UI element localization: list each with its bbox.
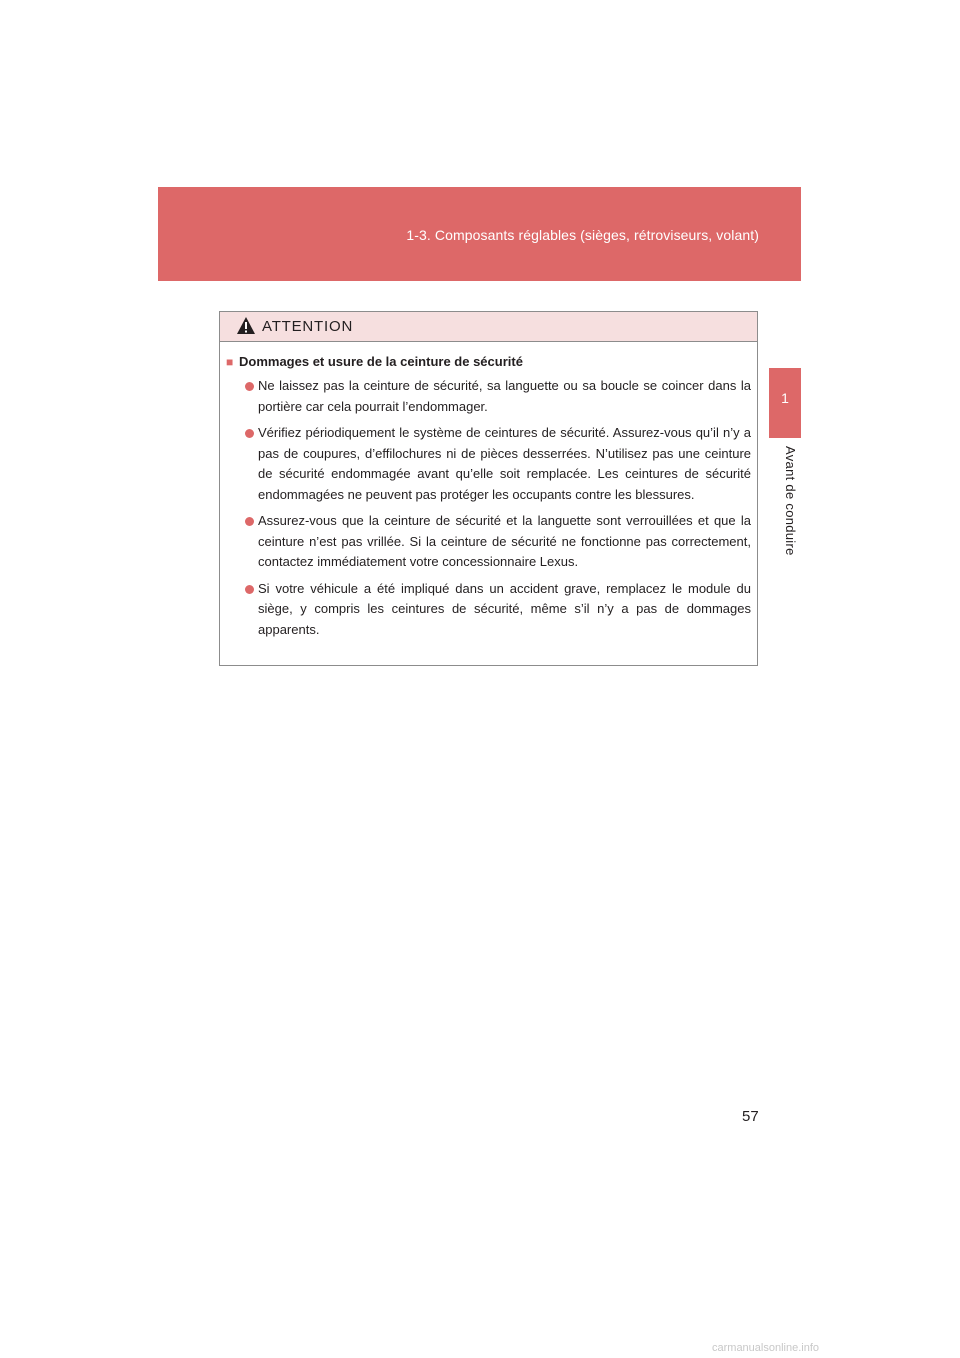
section-title: 1-3. Composants réglables (sièges, rétroviseurs, volant): [406, 227, 759, 243]
warning-box: [219, 311, 758, 666]
warning-topic-text: Dommages et usure de la ceinture de sécurité: [239, 354, 523, 369]
warning-bullet-text: Si votre véhicule a été impliqué dans un accident grave, remplacez le module du siège, y compris les ceintures de sécurité, même s’il n’y a pas de dommages apparents.: [258, 580, 751, 637]
square-bullet-icon: ■: [226, 355, 234, 369]
bullet-dot-icon: [245, 382, 254, 391]
header-band: [158, 187, 801, 281]
warning-bullet: [226, 376, 751, 417]
warning-bullet: [226, 511, 751, 573]
warning-bullet: [226, 579, 751, 641]
page-number: 57: [742, 1108, 759, 1125]
bullet-dot-icon: [245, 517, 254, 526]
footer-watermark[interactable]: carmanualsonline.info: [712, 1342, 820, 1354]
warning-bullet: [226, 423, 751, 505]
warning-bullet-text: Ne laissez pas la ceinture de sécurité, sa languette ou sa boucle se coincer dans la portière car cela pourrait l’endommager.: [258, 378, 751, 414]
warning-bullet-text: Vérifiez périodiquement le système de ceintures de sécurité. Assurez-vous qu’il n’y a pas de coupures, d’effilochures ni de pièces desserrées. N’utilisez pas une ceinture de sécurité endommagée avant qu’elle soit remplacée. Les ceintures de sécurité endommagées ne peuvent pas protéger les occupants contre les blessures.: [258, 425, 751, 502]
warning-bullet-text: Assurez-vous que la ceinture de sécurité et la languette sont verrouillées et que la ceinture n’est pas vrillée. Si la ceinture de sécurité ne fonctionne pas correctement, contactez immédiatement votre concessionnaire Lexus.: [258, 513, 751, 569]
chapter-label: Avant de conduire: [783, 446, 798, 556]
bullet-dot-icon: [245, 429, 254, 438]
chapter-number: 1: [781, 390, 789, 406]
warning-title: ATTENTION: [262, 318, 354, 335]
warning-header: [220, 312, 757, 342]
warning-body: [220, 342, 757, 640]
warning-triangle-icon: [236, 316, 256, 335]
bullet-dot-icon: [245, 585, 254, 594]
chapter-tab: [769, 368, 801, 438]
warning-topic: [226, 352, 751, 372]
